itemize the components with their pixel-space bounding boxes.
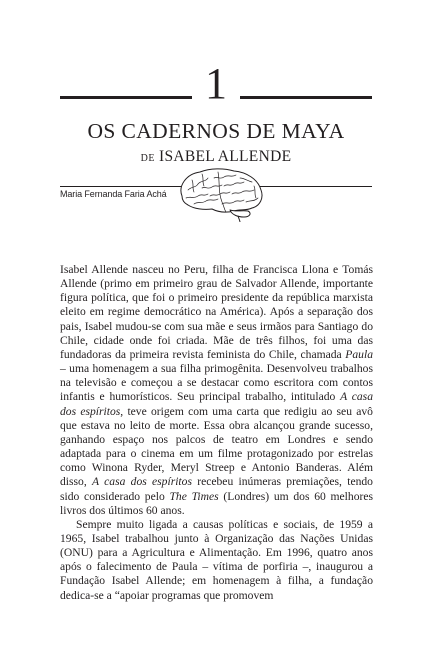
body-text: [60, 263, 373, 603]
p1-text-a: Isabel Allende nasceu no Peru, filha de Francisca Llona e Tomás Allende (primo em primeiro grau de Salvador Allende, importante figura política, que foi o primeiro presidente da república marxista eleito em regime democrático na América). Após a separação dos pais, Isabel mudou-se com sua mãe e seus irmãos para Santiago do Chile, cidade onde foi criada. Mãe de três filhos, foi uma das fundadoras da primeira revista feminista do Chile, chamada: [60, 263, 373, 361]
chapter-number: 1: [205, 59, 227, 108]
p1-italic-times: The Times: [169, 489, 219, 503]
subtitle-author: ISABEL ALLENDE: [158, 148, 292, 165]
paragraph-1: [60, 263, 373, 518]
p1-italic-casa-2: A casa dos espíritos: [92, 475, 192, 489]
paragraph-2: Sempre muito ligada a causas políticas e sociais, de 1959 a 1965, Isabel trabalhou junto à Organização das Nações Unidas (ONU) para a Agricultura e Alimentação. Em 1996, quatro anos após o falecimento de Paula – vítima de porfiria –, inaugurou a Fundação Isabel Allende; em homenagem à filha, a fundação dedica-se a “apoiar programas que promovem: [60, 517, 373, 602]
chapter-title: OS CADERNOS DE MAYA: [87, 119, 345, 143]
p1-text-e: (Londres) um dos 60 melhores livros dos últimos 60 anos.: [60, 489, 374, 517]
article-author: Maria Fernanda Faria Achá: [60, 189, 167, 199]
p1-italic-casa-1: A casa dos espíritos: [60, 390, 373, 418]
p1-text-d: recebeu inúmeras premiações, tendo sido considerado pelo: [60, 475, 373, 503]
p1-text-c: , teve origem com uma carta que redigiu ao seu avô que estava no leito de morte. Essa obra alcançou grande sucesso, ganhando espaço nos palcos de teatro em Londres e sendo adaptada para o cinema em um filme protagonizado por estrelas como Winona Ryder, Meryl Streep e Antonio Banderas. Além disso,: [60, 404, 373, 489]
p1-text-b: – uma homenagem a sua filha primogênita. Desenvolveu trabalhos na televisão e começou a se destacar como escritora com contos infantis e humorísticos. Seu principal trabalho, intitulado: [60, 362, 373, 404]
chapter-rule-left: [60, 96, 192, 99]
brain-icon: [174, 166, 266, 222]
subtitle-prefix: DE: [140, 153, 155, 164]
p1-italic-paula: Paula: [345, 347, 373, 361]
chapter-rule-right: [240, 96, 372, 99]
